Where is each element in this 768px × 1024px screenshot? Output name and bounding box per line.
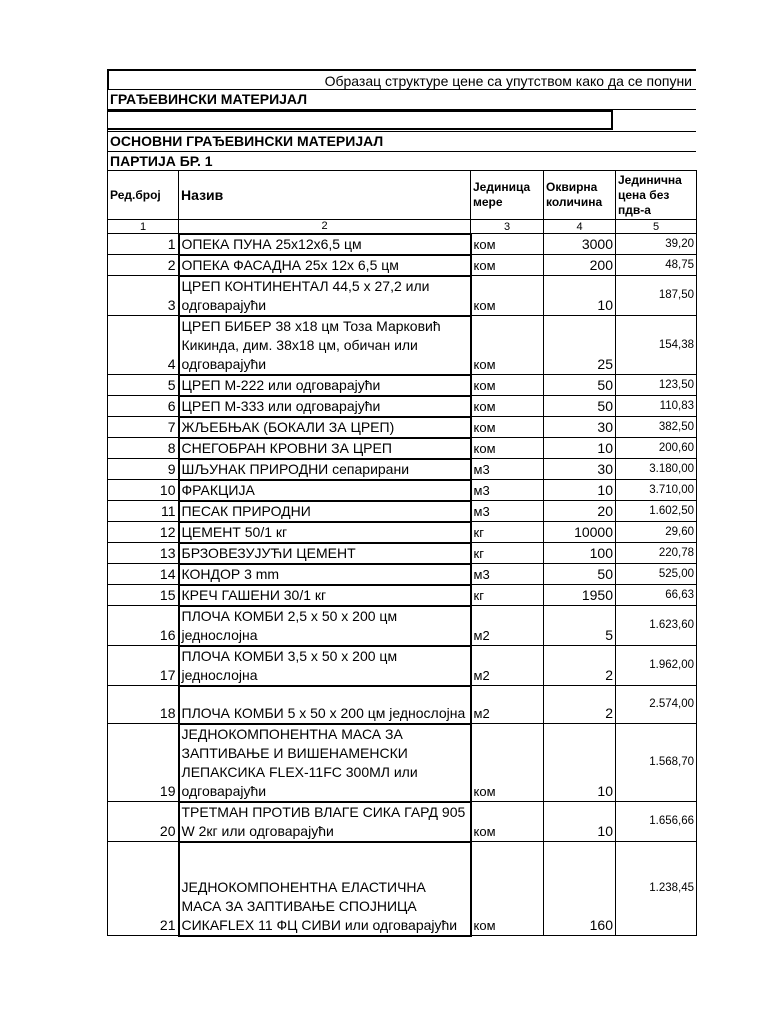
item-unit: м2 [471, 646, 544, 686]
col-header-qty: Оквирна количина [544, 171, 616, 220]
col-number: 2 [179, 220, 471, 234]
item-name: КРЕЧ ГАШЕНИ 30/1 кг [179, 585, 471, 606]
table-row [108, 234, 697, 255]
row-number: 19 [108, 724, 179, 802]
item-quantity: 200 [544, 255, 616, 276]
table-row [108, 724, 697, 802]
item-unit: ком [471, 276, 544, 316]
item-unit-price: 382,50 [616, 417, 697, 438]
item-quantity: 10 [544, 802, 616, 842]
item-unit-price: 3.180,00 [616, 459, 697, 480]
item-name: ЈЕДНОКОМПОНЕНТНА МАСА ЗА ЗАПТИВАЊЕ И ВИШЕНАМЕНСКИ ЛЕПАКСИКА FLEX-11FC 300МЛ или одговарајући [179, 724, 471, 802]
item-unit: кг [471, 585, 544, 606]
price-table [107, 170, 697, 937]
row-number: 12 [108, 522, 179, 543]
column-number-row [108, 220, 697, 234]
row-number: 16 [108, 606, 179, 646]
table-row [108, 585, 697, 606]
item-unit: м3 [471, 459, 544, 480]
table-row [108, 564, 697, 585]
item-quantity: 10000 [544, 522, 616, 543]
item-name: ШЉУНАК ПРИРОДНИ сепарирани [179, 459, 471, 480]
table-row [108, 316, 697, 375]
item-name: ЦЕМЕНТ 50/1 кг [179, 522, 471, 543]
table-row [108, 501, 697, 522]
item-unit-price: 1.623,60 [616, 606, 697, 646]
item-unit-price: 123,50 [616, 375, 697, 396]
row-number: 3 [108, 276, 179, 316]
item-quantity: 3000 [544, 234, 616, 255]
form-title-row [107, 69, 696, 89]
row-number: 4 [108, 316, 179, 375]
item-name: БРЗОВЕЗУЈУЋИ ЦЕМЕНТ [179, 543, 471, 564]
item-unit: м3 [471, 501, 544, 522]
form-title: Образац структуре цене са упутством како да се попуни [324, 73, 692, 89]
item-unit: ком [471, 316, 544, 375]
col-header-no: Ред.број [108, 171, 179, 220]
item-name: ФРАКЦИЈА [179, 480, 471, 501]
table-row [108, 255, 697, 276]
col-number: 4 [544, 220, 616, 234]
item-unit-price: 29,60 [616, 522, 697, 543]
item-unit-price: 39,20 [616, 234, 697, 255]
item-unit: кг [471, 543, 544, 564]
row-number: 14 [108, 564, 179, 585]
item-unit-price: 1.602,50 [616, 501, 697, 522]
item-quantity: 20 [544, 501, 616, 522]
row-number: 15 [108, 585, 179, 606]
item-quantity: 2 [544, 686, 616, 724]
item-quantity: 30 [544, 417, 616, 438]
row-number: 21 [108, 842, 179, 936]
row-number: 17 [108, 646, 179, 686]
item-quantity: 10 [544, 724, 616, 802]
item-name: ЦРЕП М-222 или одговарајући [179, 375, 471, 396]
item-name: ЦРЕП КОНТИНЕНТАЛ 44,5 x 27,2 или одговарајући [179, 276, 471, 316]
item-unit: ком [471, 375, 544, 396]
item-name: ЦРЕП М-333 или одговарајући [179, 396, 471, 417]
item-unit: ком [471, 234, 544, 255]
item-unit-price: 220,78 [616, 543, 697, 564]
item-unit-price: 66,63 [616, 585, 697, 606]
item-name: ЈЕДНОКОМПОНЕНТНА ЕЛАСТИЧНА МАСА ЗА ЗАПТИВАЊЕ СПОЈНИЦА СИКАFLEX 11 ФЦ СИВИ или одговарајући [179, 842, 471, 936]
item-quantity: 10 [544, 480, 616, 501]
row-number: 9 [108, 459, 179, 480]
item-quantity: 10 [544, 276, 616, 316]
item-name: ПЛОЧА КОМБИ 5 x 50 x 200 цм једнослојна [179, 686, 471, 724]
row-number: 10 [108, 480, 179, 501]
item-quantity: 30 [544, 459, 616, 480]
table-row [108, 417, 697, 438]
table-row [108, 396, 697, 417]
item-unit-price: 1.238,45 [616, 842, 697, 936]
item-unit: ком [471, 438, 544, 459]
item-name: ПЛОЧА КОМБИ 3,5 x 50 x 200 цм једнослојна [179, 646, 471, 686]
partition-title: ПАРТИЈА БР. 1 [107, 151, 696, 170]
row-number: 11 [108, 501, 179, 522]
item-quantity: 25 [544, 316, 616, 375]
item-quantity: 50 [544, 564, 616, 585]
item-unit-price: 187,50 [616, 276, 697, 316]
item-unit: ком [471, 802, 544, 842]
item-quantity: 100 [544, 543, 616, 564]
item-unit-price: 1.568,70 [616, 724, 697, 802]
column-header-row [108, 171, 697, 220]
col-number: 3 [471, 220, 544, 234]
item-unit-price: 3.710,00 [616, 480, 697, 501]
table-row [108, 606, 697, 646]
row-number: 1 [108, 234, 179, 255]
col-header-name: Назив [179, 171, 471, 220]
item-unit-price: 154,38 [616, 316, 697, 375]
item-quantity: 50 [544, 396, 616, 417]
table-row [108, 802, 697, 842]
section-title: ГРАЂЕВИНСКИ МАТЕРИЈАЛ [107, 89, 696, 109]
item-unit: ком [471, 842, 544, 936]
blank-row [107, 109, 696, 131]
item-name: ЦРЕП БИБЕР 38 x18 цм Тоза Марковић Кикинда, дим. 38x18 цм, обичан или одговарајући [179, 316, 471, 375]
item-quantity: 10 [544, 438, 616, 459]
item-unit-price: 200,60 [616, 438, 697, 459]
item-unit: м3 [471, 480, 544, 501]
item-unit: м3 [471, 564, 544, 585]
item-quantity: 160 [544, 842, 616, 936]
item-unit: ком [471, 417, 544, 438]
item-unit: ком [471, 396, 544, 417]
item-unit-price: 1.656,66 [616, 802, 697, 842]
table-row [108, 522, 697, 543]
item-quantity: 50 [544, 375, 616, 396]
col-number: 1 [108, 220, 179, 234]
table-row [108, 646, 697, 686]
row-number: 6 [108, 396, 179, 417]
item-name: ОПЕКА ФАСАДНА 25x 12x 6,5 цм [179, 255, 471, 276]
item-unit-price: 2.574,00 [616, 686, 697, 724]
col-header-unit: Јединица мере [471, 171, 544, 220]
row-number: 2 [108, 255, 179, 276]
table-row [108, 276, 697, 316]
subsection-title: ОСНОВНИ ГРАЂЕВИНСКИ МАТЕРИЈАЛ [107, 131, 696, 151]
row-number: 20 [108, 802, 179, 842]
table-row [108, 686, 697, 724]
item-name: ЖЉЕБЊАК (БОКАЛИ ЗА ЦРЕП) [179, 417, 471, 438]
table-row [108, 543, 697, 564]
item-name: ОПЕКА ПУНА 25x12x6,5 цм [179, 234, 471, 255]
item-unit: ком [471, 724, 544, 802]
item-name: КОНДОР 3 mm [179, 564, 471, 585]
table-row [108, 480, 697, 501]
table-row [108, 375, 697, 396]
col-header-price: Јединична цена без пдв-а [616, 171, 697, 220]
table-row [108, 459, 697, 480]
item-name: ПЛОЧА КОМБИ 2,5 x 50 x 200 цм једнослојна [179, 606, 471, 646]
item-unit-price: 1.962,00 [616, 646, 697, 686]
item-unit-price: 525,00 [616, 564, 697, 585]
item-name: ПЕСАК ПРИРОДНИ [179, 501, 471, 522]
blank-input-box [108, 110, 613, 130]
row-number: 8 [108, 438, 179, 459]
item-unit: кг [471, 522, 544, 543]
item-unit: м2 [471, 686, 544, 724]
col-number: 5 [616, 220, 697, 234]
row-number: 5 [108, 375, 179, 396]
item-quantity: 2 [544, 646, 616, 686]
item-name: СНЕГОБРАН КРОВНИ ЗА ЦРЕП [179, 438, 471, 459]
table-row [108, 438, 697, 459]
row-number: 13 [108, 543, 179, 564]
item-unit: м2 [471, 606, 544, 646]
item-unit-price: 110,83 [616, 396, 697, 417]
table-row [108, 842, 697, 936]
row-number: 18 [108, 686, 179, 724]
item-quantity: 1950 [544, 585, 616, 606]
item-unit: ком [471, 255, 544, 276]
item-quantity: 5 [544, 606, 616, 646]
item-name: ТРЕТМАН ПРОТИВ ВЛАГЕ СИКА ГАРД 905 W 2кг или одговарајући [179, 802, 471, 842]
item-unit-price: 48,75 [616, 255, 697, 276]
row-number: 7 [108, 417, 179, 438]
price-structure-sheet [107, 69, 696, 937]
